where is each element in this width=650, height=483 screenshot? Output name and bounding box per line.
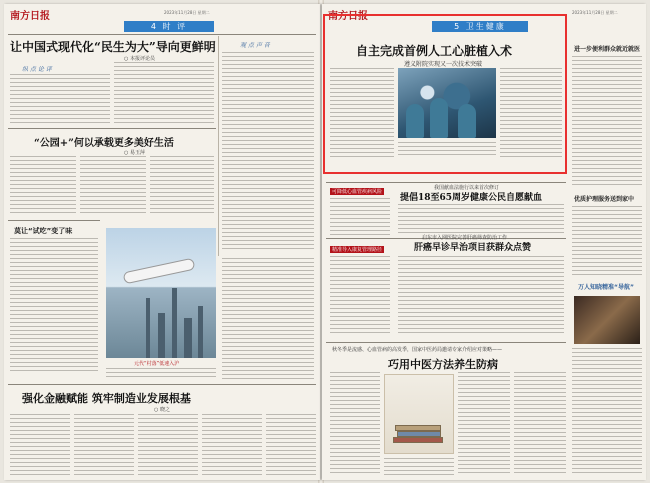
clinic-photo [574,296,640,344]
body-text-block [74,414,134,476]
right-date-line: 2023年11月28日 星期二 [572,10,618,15]
body-text-block [330,256,390,336]
body-text-block [398,204,564,234]
finance-byline: ○ 晓之 [154,407,170,413]
finance-headline: 强化金融赋能 筑牢制造业发展根基 [22,392,191,405]
left-section-band: 4 时 评 [124,21,214,32]
care2-headline: 万人知晓精准“导航” [578,284,634,291]
heart-subheadline: 遵义附院实现又一次技术突破 [404,61,483,68]
body-text-block [458,372,510,476]
care-headline: 优质护理服务送到家中 [574,196,635,203]
building-shape [184,318,192,358]
body-text-block [114,62,214,124]
city-photo-caption: 元代“村落”低速入沪 [134,361,180,367]
right-masthead: 南方日报 [328,11,368,22]
tcm-headline: 巧用中医方法养生防病 [388,358,498,371]
column-rule [218,36,219,256]
body-text-block [202,414,262,476]
body-text-block [10,238,98,372]
building-shape [198,306,203,358]
blood-headline: 提倡18至65周岁健康公民自愿献血 [400,193,543,203]
section-rule [8,220,100,221]
tcm-kicker: 秋冬季是流感、心血管病的高发季，国家中医药局邀请专家介绍应对策略—— [332,347,503,353]
top-rule [8,34,316,35]
body-text-block [572,348,642,476]
highlighted-article-frame [323,14,567,174]
tcm-illustration [384,374,454,454]
left-tag: 可降低心血管疾病风险 [332,189,383,195]
side-top-headline: 进一步便利群众就近就医 [574,46,641,53]
body-text-block [330,198,390,238]
body-text-block [266,414,316,476]
liver-headline: 肝癌早诊早治项目获群众点赞 [414,243,532,253]
body-text-block [138,414,198,476]
body-text-block [80,156,146,216]
building-shape [158,313,165,358]
section-rule [8,384,316,385]
body-text-block [10,74,110,124]
column-label: 纵 点 论 评 [22,66,52,73]
body-text-block [10,156,76,216]
liver-kicker: 启东市入网医院完善肝癌筛查防治工作 [422,235,508,241]
body-text-block [514,372,566,476]
building-shape [146,298,150,358]
opinion-label: 观 点 声 音 [240,42,270,49]
body-text-block [384,458,454,476]
park-byline: ○ 易玉萍 [124,150,145,156]
left-date-line: 2023年11月28日 星期二 [164,10,210,15]
heart-headline: 自主完成首例人工心脏植入术 [356,44,513,58]
section-rule [326,182,566,183]
section-rule [326,342,566,343]
book-shape [393,437,443,443]
main-byline: ○ 本报评论员 [124,56,155,62]
body-text-block [398,256,564,336]
left-tag-2: 精准导入康复管理路径 [332,247,383,253]
building-shape [172,288,177,358]
body-text-block [222,258,314,382]
right-section-band: 5 卫生健康 [432,21,528,32]
body-text-block [106,368,216,380]
left-newspaper-page [4,4,320,480]
blood-kicker: 我国献血法施行以来首次修订 [434,185,500,191]
aircraft-shape [124,259,195,283]
body-text-block [222,52,314,252]
left-masthead: 南方日报 [10,11,50,22]
main-headline: 让中国式现代化“民生为大”导向更鲜明 [10,40,216,54]
body-text-block [330,372,380,476]
body-text-block [150,156,214,216]
body-text-block [10,414,70,476]
park-headline: “公园+”何以承载更多美好生活 [34,138,174,149]
section-rule [8,128,216,129]
body-text-block [572,56,642,186]
eat-headline: 莫让“试吃”变了味 [14,227,73,235]
city-photo [106,228,216,358]
body-text-block [572,206,642,276]
